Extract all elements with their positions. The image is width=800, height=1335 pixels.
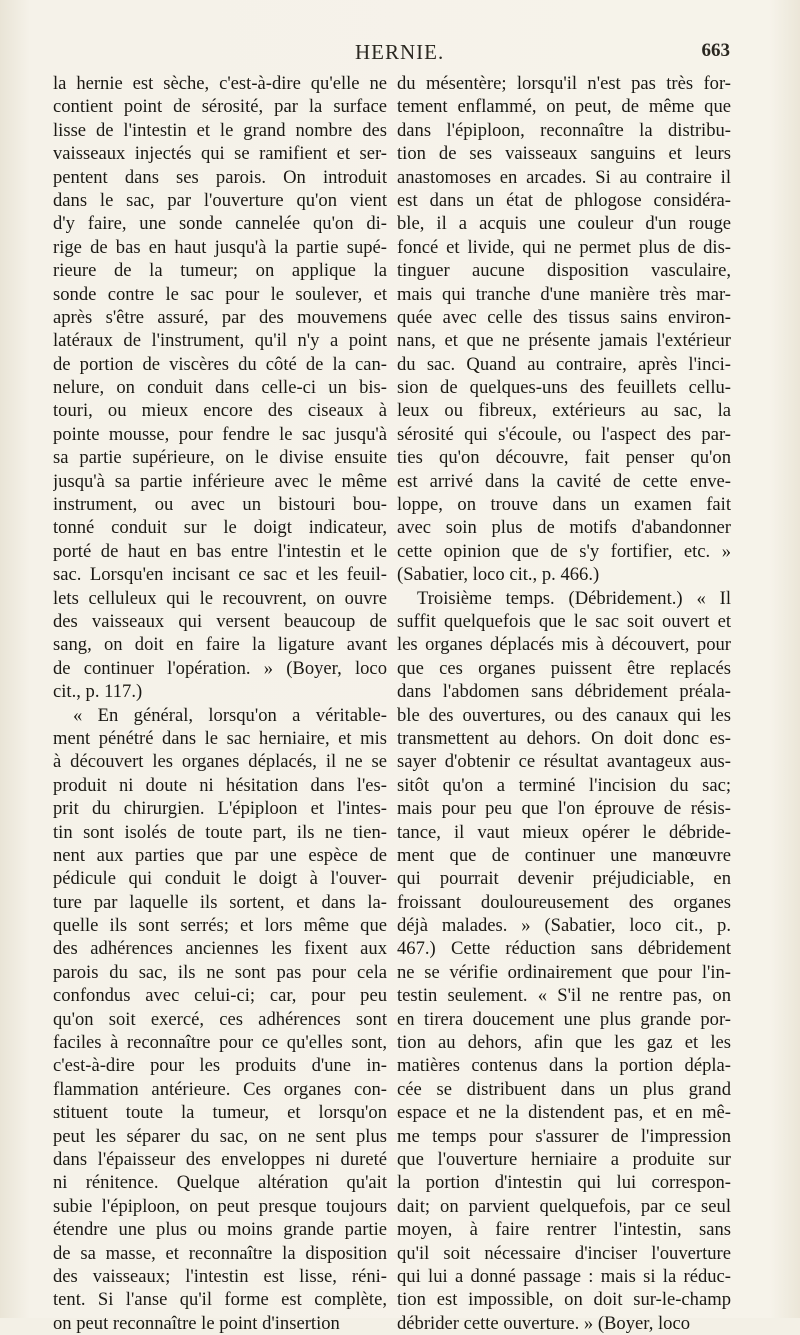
text-line: produit ni doute ni hésitation dans l'es- <box>53 774 387 796</box>
text-line: dans le sac, par l'ouverture qu'on vient <box>53 189 387 211</box>
text-line: on peut reconnaître le point d'insertion <box>53 1312 340 1334</box>
text-line: transmettent au dehors. On doit donc es- <box>397 727 731 749</box>
text-line: ble des ouvertures, ou des canaux qui les <box>397 704 731 726</box>
text-line: rige de bas en haut jusqu'à la partie supé- <box>53 236 387 258</box>
text-line: de portion de viscères du côté de la can- <box>53 353 387 375</box>
text-line: ment pénétré dans le sac herniaire, et mis <box>53 727 387 749</box>
text-line: cée se distribuent dans un plus grand <box>397 1078 731 1100</box>
text-line: tent. Si l'anse qu'il forme est complète, <box>53 1289 387 1311</box>
text-line: froissant douloureusement des organes <box>397 891 731 913</box>
text-line: ne se vérifie ordinairement que pour l'in- <box>397 961 731 983</box>
text-line: déjà malades. » (Sabatier, loco cit., p. <box>397 915 731 937</box>
text-line: latéraux de l'instrument, qu'il n'y a point <box>53 330 387 352</box>
text-line: débrider cette ouverture. » (Boyer, loco <box>397 1312 691 1334</box>
text-line: faciles à reconnaître pour ce qu'elles sont, <box>53 1032 387 1054</box>
left-text-column <box>53 72 387 1335</box>
text-line: est dans un état de phlogose considéra- <box>397 189 731 211</box>
text-line: qui lui a donné passage : mais si la réduc- <box>397 1265 731 1287</box>
text-line: sérosité qui s'écoule, ou l'aspect des par- <box>397 423 731 445</box>
text-line: ment que de continuer une manœuvre <box>397 844 731 866</box>
text-line: la hernie est sèche, c'est-à-dire qu'elle ne <box>53 73 387 94</box>
text-line: « En général, lorsqu'on a véritable- <box>73 704 387 726</box>
text-line: sayer d'obtenir ce résultat avantageux aus- <box>397 751 731 773</box>
text-line: des vaisseaux; l'intestin est lisse, réni- <box>53 1265 387 1287</box>
text-line: sa partie supérieure, on le divise ensuite <box>53 447 387 469</box>
text-line: qu'il soit nécessaire d'inciser l'ouverture <box>397 1242 731 1264</box>
running-title: HERNIE. <box>355 40 445 64</box>
text-line: vaisseaux injectés qui se ramifient et ser- <box>53 143 387 165</box>
text-line: est arrivé dans la cavité de cette enve- <box>397 470 731 492</box>
text-line: du sac. Quand au contraire, après l'inci- <box>397 353 731 375</box>
text-line: rieure de la tumeur; on applique la <box>53 260 387 282</box>
text-line: moyen, à faire rentrer l'intestin, sans <box>397 1219 731 1241</box>
text-line: pédicule qui conduit le doigt à l'ouver- <box>53 868 387 890</box>
text-line: en tirera doucement une plus grande por- <box>397 1008 731 1030</box>
text-line: la portion d'intestin qui lui correspon- <box>397 1172 731 1194</box>
text-line: avec soin plus de motifs d'abandonner <box>397 517 731 539</box>
text-line: me temps pour s'assurer de l'impression <box>397 1125 731 1147</box>
text-line: contient point de sérosité, par la surface <box>53 96 387 118</box>
text-line: prit du chirurgien. L'épiploon et l'intes- <box>53 798 387 820</box>
text-line: pointe mousse, pour fendre le sac jusqu'à <box>53 423 387 445</box>
text-line: cette opinion que de s'y fortifier, etc. » <box>397 540 731 562</box>
text-line: Troisième temps. (Débridement.) « Il <box>417 587 731 609</box>
text-line: quée avec celle des tissus sains environ- <box>397 306 731 328</box>
text-line: testin seulement. « S'il ne rentre pas, on <box>397 985 731 1007</box>
text-line: nans, et que ne présente jamais l'extérieur <box>397 330 731 352</box>
text-line: tin sont isolés de toute part, ils ne tien- <box>53 821 387 843</box>
text-line: flammation antérieure. Ces organes con- <box>53 1078 387 1100</box>
text-line: les organes déplacés mis à découvert, pour <box>397 634 731 656</box>
text-line: lisse de l'intestin et le grand nombre des <box>53 119 387 141</box>
text-line: tion est impossible, on doit sur-le-champ <box>397 1289 731 1311</box>
text-line: tonné conduit sur le doigt indicateur, <box>53 517 387 539</box>
text-line: qu'on soit exercé, ces adhérences sont <box>53 1008 387 1030</box>
text-line: ties qu'on découvre, fait penser qu'on <box>397 447 731 469</box>
text-line: stituent toute la tumeur, et lorsqu'on <box>53 1102 387 1124</box>
text-line: jusqu'à sa partie inférieure avec le même <box>53 470 387 492</box>
text-line: pentent dans ses parois. On introduit <box>53 166 387 188</box>
text-line: ture par laquelle ils sortent, et dans la- <box>53 891 387 913</box>
text-line: étendre une plus ou moins grande partie <box>53 1219 387 1241</box>
text-line: mais pour peu que l'on éprouve de résis- <box>397 798 731 820</box>
page-number: 663 <box>701 40 730 61</box>
text-line: loppe, on trouve dans un examen fait <box>397 494 731 516</box>
text-line: de sa masse, et reconnaître la disposition <box>53 1242 387 1264</box>
text-line: sitôt qu'on a terminé l'incision du sac; <box>397 774 731 796</box>
text-line: que l'ouverture herniaire a produite sur <box>397 1148 731 1170</box>
text-line: ble, il a acquis une couleur d'un rouge <box>397 213 731 235</box>
text-line: ni rénitence. Quelque altération qu'ait <box>53 1172 387 1194</box>
text-line: sonde contre le sac pour le soulever, et <box>53 283 387 305</box>
text-line: dans l'abdomen sans débridement préala- <box>397 681 731 703</box>
text-line: sion de quelques-uns des feuillets cellu- <box>397 377 731 399</box>
text-line: tinguer aucune disposition vasculaire, <box>397 260 731 282</box>
text-line: des adhérences anciennes les fixent aux <box>53 938 387 960</box>
text-line: 467.) Cette réduction sans débridement <box>397 938 731 960</box>
text-line: (Sabatier, loco cit., p. 466.) <box>397 564 600 586</box>
text-line: que ces organes puissent être replacés <box>397 657 731 679</box>
text-line: confondus avec celui-ci; car, pour peu <box>53 985 387 1007</box>
text-line: sang, on doit en faire la ligature avant <box>53 634 387 656</box>
text-line: foncé et livide, qui ne permet plus de dis- <box>397 236 731 258</box>
text-line: espace et ne la distendent pas, et en mê- <box>397 1102 731 1124</box>
text-line: des vaisseaux qui versent beaucoup de <box>53 610 387 632</box>
text-line: dans l'épaisseur des enveloppes ni dureté <box>53 1148 387 1170</box>
text-line: anastomoses en arcades. Si au contraire il <box>397 166 731 188</box>
text-line: c'est-à-dire pour les produits d'une in- <box>53 1055 387 1077</box>
text-line: peut les séparer du sac, on ne sent plus <box>53 1125 387 1147</box>
text-line: instrument, ou avec un bistouri bou- <box>53 494 387 516</box>
text-line: nent aux parties que par une espèce de <box>53 844 387 866</box>
text-line: dait; on parvient quelquefois, par ce seul <box>397 1195 731 1217</box>
text-line: parois du sac, ils ne sont pas pour cela <box>53 961 387 983</box>
text-line: touri, ou mieux encore des ciseaux à <box>53 400 387 422</box>
text-line: subie l'épiploon, on peut presque toujours <box>53 1195 387 1217</box>
text-line: tion au dehors, afin que les gaz et les <box>397 1032 731 1054</box>
text-line: tion de ses vaisseaux sanguins et leurs <box>397 143 731 165</box>
text-line: mais qui tranche d'une manière très mar- <box>397 283 731 305</box>
text-line: quelle ils sont serrés; et lors même que <box>53 915 387 937</box>
page-header <box>50 40 730 70</box>
text-line: lets celluleux qui le recouvrent, on ouvre <box>53 587 387 609</box>
text-line: à découvert les organes déplacés, il ne se <box>53 751 387 773</box>
text-line: sac. Lorsqu'en incisant ce sac et les feuil- <box>53 564 387 586</box>
text-line: après s'être assuré, par des mouvemens <box>53 306 387 328</box>
right-text-column <box>397 72 731 1335</box>
text-line: du mésentère; lorsqu'il n'est pas très for- <box>397 73 731 94</box>
text-line: nelure, on conduit dans celle-ci un bis- <box>53 377 387 399</box>
text-line: porté de haut en bas entre l'intestin et le <box>53 540 387 562</box>
text-line: cit., p. 117.) <box>53 681 143 703</box>
text-line: leux ou fibreux, extérieurs au sac, la <box>397 400 731 422</box>
text-line: tance, il vaut mieux opérer le débride- <box>397 821 731 843</box>
text-line: tement enflammé, on peut, de même que <box>397 96 731 118</box>
text-line: d'y faire, une sonde cannelée qu'on di- <box>53 213 387 235</box>
text-line: qui pourrait devenir préjudiciable, en <box>397 868 731 890</box>
text-line: suffit quelquefois que le sac soit ouvert et <box>397 610 731 632</box>
text-line: de continuer l'opération. » (Boyer, loco <box>53 657 387 679</box>
text-line: dans l'épiploon, reconnaître la distribu- <box>397 119 731 141</box>
text-line: matières contenus dans la portion dépla- <box>397 1055 731 1077</box>
